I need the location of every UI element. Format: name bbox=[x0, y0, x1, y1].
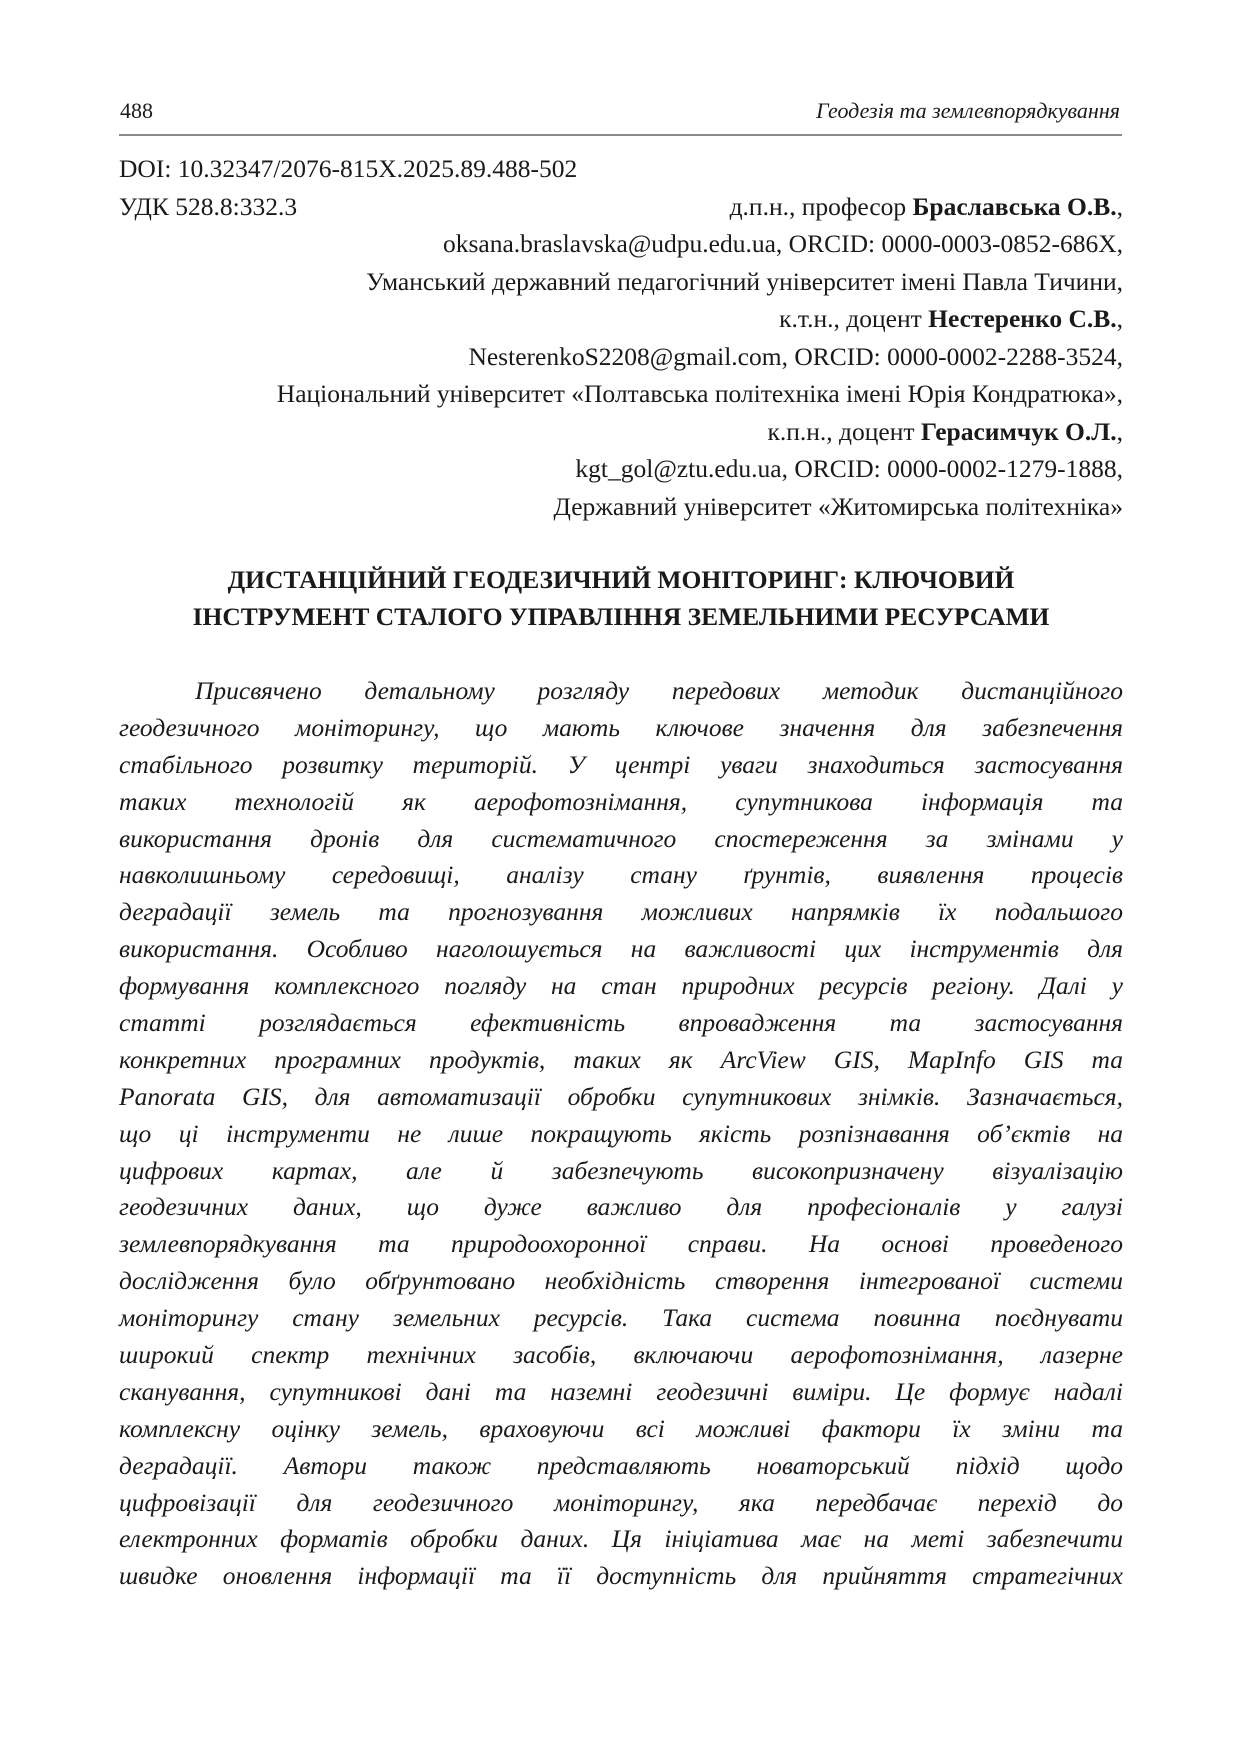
abstract-line: широкий спектр технічних засобів, включаючи аерофотознімання, лазерне bbox=[119, 1340, 1123, 1370]
abstract bbox=[119, 673, 1123, 1595]
abstract-line: що ці інструменти не лише покращують якість розпізнавання об’єктів на bbox=[119, 1118, 1123, 1148]
abstract-line: геодезичного моніторингу, що мають ключове значення для забезпечення bbox=[119, 712, 1123, 742]
abstract-line: стабільного розвитку територій. У центрі уваги знаходиться застосування bbox=[119, 749, 1123, 779]
page-number: 488 bbox=[120, 98, 153, 123]
doi: DOI: 10.32347/2076-815X.2025.89.488-502 bbox=[119, 154, 578, 183]
abstract-line: деградації земель та прогнозування можливих напрямків їх подальшого bbox=[119, 897, 1123, 927]
author-1-line: УДК 528.8:332.3 д.п.н., професор Браславська О.В., bbox=[119, 188, 1123, 226]
title-line-1: ДИСТАНЦІЙНИЙ ГЕОДЕЗИЧНИЙ МОНІТОРИНГ: КЛЮЧОВИЙ bbox=[227, 565, 1015, 594]
abstract-line: швидке оновлення інформації та її доступність для прийняття стратегічних bbox=[119, 1561, 1123, 1591]
udk-code: УДК 528.8:332.3 bbox=[119, 191, 298, 221]
author-1-name: Браславська О.В. bbox=[912, 191, 1117, 221]
author-2-name: Нестеренко С.В. bbox=[928, 304, 1117, 333]
abstract-line: використання дронів для систематичного спостереження за змінами у bbox=[119, 823, 1123, 853]
abstract-line: конкретних програмних продуктів, таких як ArcView GIS, MapInfo GIS та bbox=[119, 1044, 1123, 1074]
author-2-contact: NesterenkoS2208@gmail.com, ORCID: 0000-0002-2288-3524, bbox=[468, 341, 1123, 371]
abstract-line: моніторингу стану земельних ресурсів. Така система повинна поєднувати bbox=[119, 1303, 1123, 1333]
author-3-contact: kgt_gol@ztu.edu.ua, ORCID: 0000-0002-1279-1888, bbox=[575, 454, 1123, 483]
author-3-name: Герасимчук О.Л. bbox=[920, 416, 1117, 446]
abstract-line: геодезичних даних, що дуже важливо для професіоналів у галузі bbox=[119, 1192, 1123, 1222]
abstract-line: статті розглядається ефективність впровадження та застосування bbox=[119, 1008, 1123, 1038]
author-1-title: д.п.н., професор bbox=[729, 191, 913, 221]
abstract-line: електронних форматів обробки даних. Ця ініціатива має на меті забезпечити bbox=[119, 1524, 1123, 1554]
abstract-line: таких технологій як аерофотознімання, супутникова інформація та bbox=[119, 786, 1123, 816]
abstract-line: формування комплексного погляду на стан природних ресурсів регіону. Далі у bbox=[119, 971, 1123, 1001]
article-metadata bbox=[119, 150, 1123, 525]
running-head bbox=[119, 94, 1122, 136]
author-1-affiliation: Уманський державний педагогічний університет імені Павла Тичини, bbox=[366, 266, 1123, 296]
journal-title: Геодезія та землевпорядкування bbox=[816, 98, 1120, 123]
abstract-line: сканування, супутникові дані та наземні геодезичні виміри. Це формує надалі bbox=[119, 1376, 1123, 1406]
abstract-line: Panorata GIS, для автоматизації обробки супутникових знімків. Зазначається, bbox=[119, 1081, 1123, 1111]
author-3-line: к.п.н., доцент Герасимчук О.Л., bbox=[767, 416, 1123, 446]
abstract-line: землевпорядкування та природоохоронної справи. На основі проведеного bbox=[119, 1229, 1123, 1259]
abstract-line: Присвячено детальному розгляду передових методик дистанційного bbox=[195, 676, 1123, 705]
author-3-title: к.п.н., доцент bbox=[767, 416, 921, 446]
abstract-line: дослідження було обґрунтовано необхідність створення інтегрованої системи bbox=[119, 1266, 1123, 1296]
author-2-line: к.т.н., доцент Нестеренко С.В., bbox=[779, 304, 1123, 333]
author-3-affiliation: Державний університет «Житомирська політехніка» bbox=[553, 491, 1123, 521]
author-2-affiliation: Національний університет «Полтавська політехніка імені Юрія Кондратюка», bbox=[276, 379, 1123, 408]
abstract-line: цифровізації для геодезичного моніторингу, яка передбачає перехід до bbox=[119, 1487, 1123, 1517]
abstract-line: навколишньому середовищі, аналізу стану ґрунтів, виявлення процесів bbox=[119, 860, 1123, 890]
abstract-line: комплексну оцінку земель, враховуючи всі можливі фактори їх зміни та bbox=[119, 1413, 1123, 1443]
title-line-2: ІНСТРУМЕНТ СТАЛОГО УПРАВЛІННЯ ЗЕМЕЛЬНИМИ РЕСУРСАМИ bbox=[192, 602, 1050, 631]
author-1-contact: oksana.braslavska@udpu.edu.ua, ORCID: 0000-0003-0852-686X, bbox=[443, 229, 1123, 258]
author-2-title: к.т.н., доцент bbox=[779, 304, 929, 333]
abstract-line: деградації. Автори також представляють новаторський підхід щодо bbox=[119, 1450, 1123, 1480]
abstract-line: цифрових картах, але й забезпечують високопризначену візуалізацію bbox=[119, 1155, 1123, 1185]
article-title bbox=[119, 561, 1123, 635]
abstract-line: використання. Особливо наголошується на важливості цих інструментів для bbox=[119, 934, 1123, 964]
